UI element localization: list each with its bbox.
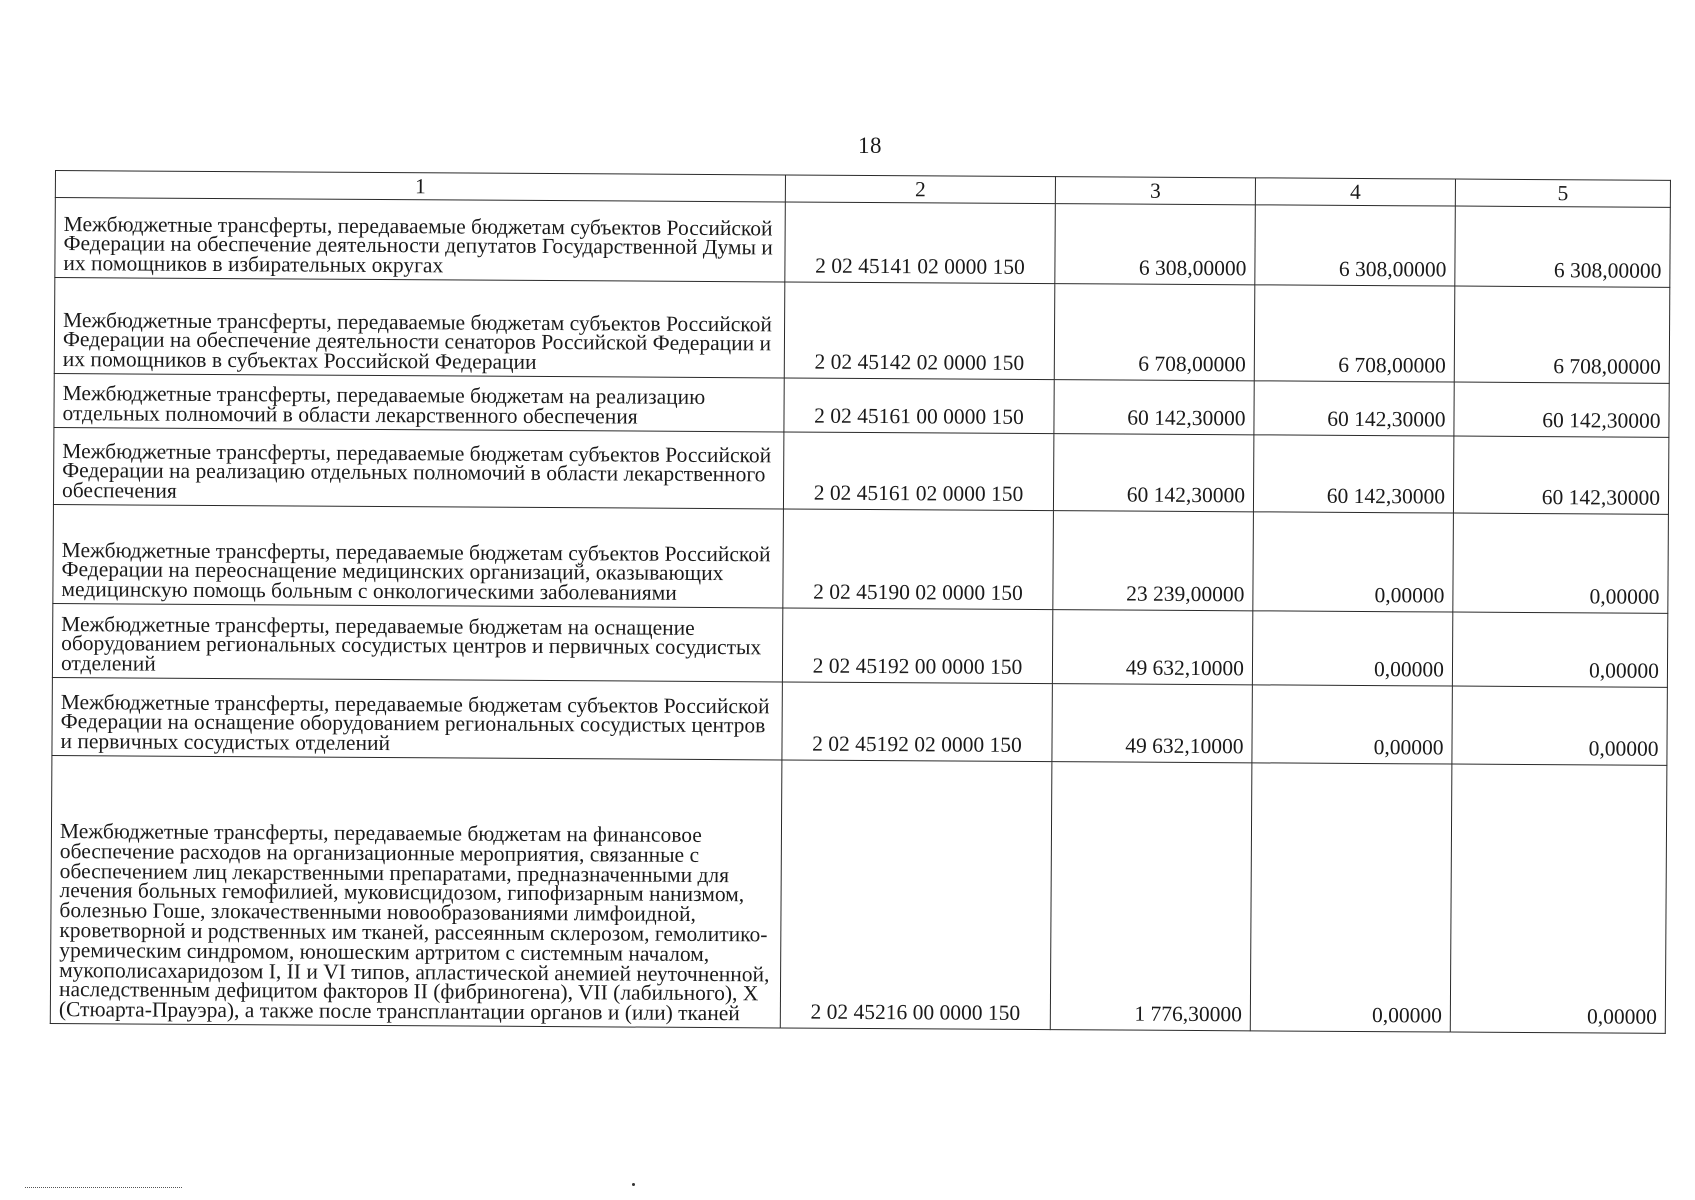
row-col3-value: 49 632,10000 [1052, 684, 1252, 763]
row-col5-value: 0,00000 [1452, 612, 1667, 687]
row-col5-value: 0,00000 [1453, 513, 1669, 613]
row-description: Межбюджетные трансферты, передаваемые бюджетам субъектов Российской Федерации на оснащение оборудованием региональных сосудистых центров и первичных сосудистых отделений [52, 677, 782, 759]
budget-table [50, 170, 1671, 1034]
row-col4-value: 60 142,30000 [1254, 381, 1454, 436]
table-row [52, 677, 1667, 765]
row-col5-value: 60 142,30000 [1454, 382, 1669, 437]
header-col-3: 3 [1055, 177, 1255, 205]
header-col-5: 5 [1455, 179, 1670, 207]
budget-table-wrapper [50, 170, 1670, 1034]
footer-divider [25, 1187, 182, 1188]
row-code: 2 02 45141 02 0000 150 [785, 202, 1055, 284]
row-code: 2 02 45192 02 0000 150 [782, 682, 1052, 762]
table-row [53, 427, 1668, 514]
row-code: 2 02 45190 02 0000 150 [783, 509, 1054, 610]
row-col3-value: 49 632,10000 [1052, 610, 1252, 685]
row-col3-value: 6 708,00000 [1054, 284, 1255, 381]
row-description: Межбюджетные трансферты, передаваемые бюджетам субъектов Российской Федерации на реализацию отдельных полномочий в области лекарственного обеспечения [53, 427, 783, 508]
row-col4-value: 0,00000 [1252, 611, 1452, 686]
table-row [50, 755, 1667, 1033]
scan-artifact-dot [632, 1183, 635, 1186]
row-description: Межбюджетные трансферты, передаваемые бюджетам субъектов Российской Федерации на обеспечение деятельности депутатов Государственной Думы и их помощников в избирательных округах [55, 198, 785, 282]
row-col3-value: 6 308,00000 [1055, 204, 1255, 285]
row-col4-value: 0,00000 [1252, 685, 1452, 764]
row-col5-value: 0,00000 [1452, 686, 1667, 765]
row-col3-value: 60 142,30000 [1054, 380, 1254, 435]
row-col4-value: 0,00000 [1250, 763, 1452, 1032]
table-row [54, 278, 1670, 384]
row-col4-value: 60 142,30000 [1253, 435, 1453, 513]
row-code: 2 02 45216 00 0000 150 [780, 760, 1052, 1030]
header-col-1: 1 [55, 171, 785, 202]
header-col-4: 4 [1255, 178, 1455, 206]
table-row [53, 504, 1669, 613]
row-col5-value: 6 308,00000 [1455, 206, 1670, 287]
table-row [55, 198, 1670, 288]
row-code: 2 02 45161 02 0000 150 [783, 432, 1053, 511]
row-col5-value: 60 142,30000 [1453, 436, 1668, 514]
row-col5-value: 6 708,00000 [1454, 286, 1670, 383]
row-code: 2 02 45192 00 0000 150 [782, 608, 1052, 684]
row-description: Межбюджетные трансферты, передаваемые бюджетам на реализацию отдельных полномочий в области лекарственного обеспечения [54, 373, 784, 431]
table-row [52, 603, 1667, 687]
row-description: Межбюджетные трансферты, передаваемые бюджетам субъектов Российской Федерации на переоснащение медицинских организаций, оказывающих медицинскую помощь больным с онкологическими заболеваниями [53, 504, 784, 607]
row-code: 2 02 45161 00 0000 150 [784, 378, 1054, 434]
page-number: 18 [858, 133, 882, 158]
row-code: 2 02 45142 02 0000 150 [784, 282, 1055, 380]
row-col4-value: 6 308,00000 [1255, 205, 1455, 286]
row-col4-value: 6 708,00000 [1254, 285, 1455, 382]
table-row [54, 373, 1669, 437]
row-col4-value: 0,00000 [1253, 512, 1454, 612]
row-col3-value: 60 142,30000 [1053, 434, 1253, 512]
header-col-2: 2 [785, 175, 1055, 204]
row-description: Межбюджетные трансферты, передаваемые бюджетам на финансовое обеспечение расходов на организационные мероприятия, связанные с обеспечением лиц лекарственными препаратами, предназначенными для лечения больных гемофилией, муковисцидозом, гипофизарным нанизмом, болезнью Гоше, злокачественными новообразованиями лимфоидной, кроветворной и родственных им тканей, рассеянным склерозом, гемолитико-уремическим синдромом, юношеским артритом с системным началом, мукополисахаридозом I, II и VI типов, апластической анемией неуточненной, наследственным дефицитом факторов II (фибриногена), VII (лабильного), X (Стюарта-Прауэра), а также после трансплантации органов и (или) тканей [50, 755, 782, 1027]
row-description: Межбюджетные трансферты, передаваемые бюджетам на оснащение оборудованием региональных сосудистых центров и первичных сосудистых отделений [52, 603, 782, 681]
row-description: Межбюджетные трансферты, передаваемые бюджетам субъектов Российской Федерации на обеспечение деятельности сенаторов Российской Федерации и их помощников в субъектах Российской Федерации [54, 278, 785, 378]
row-col3-value: 1 776,30000 [1050, 762, 1252, 1031]
row-col5-value: 0,00000 [1450, 764, 1667, 1033]
row-col3-value: 23 239,00000 [1053, 511, 1254, 611]
